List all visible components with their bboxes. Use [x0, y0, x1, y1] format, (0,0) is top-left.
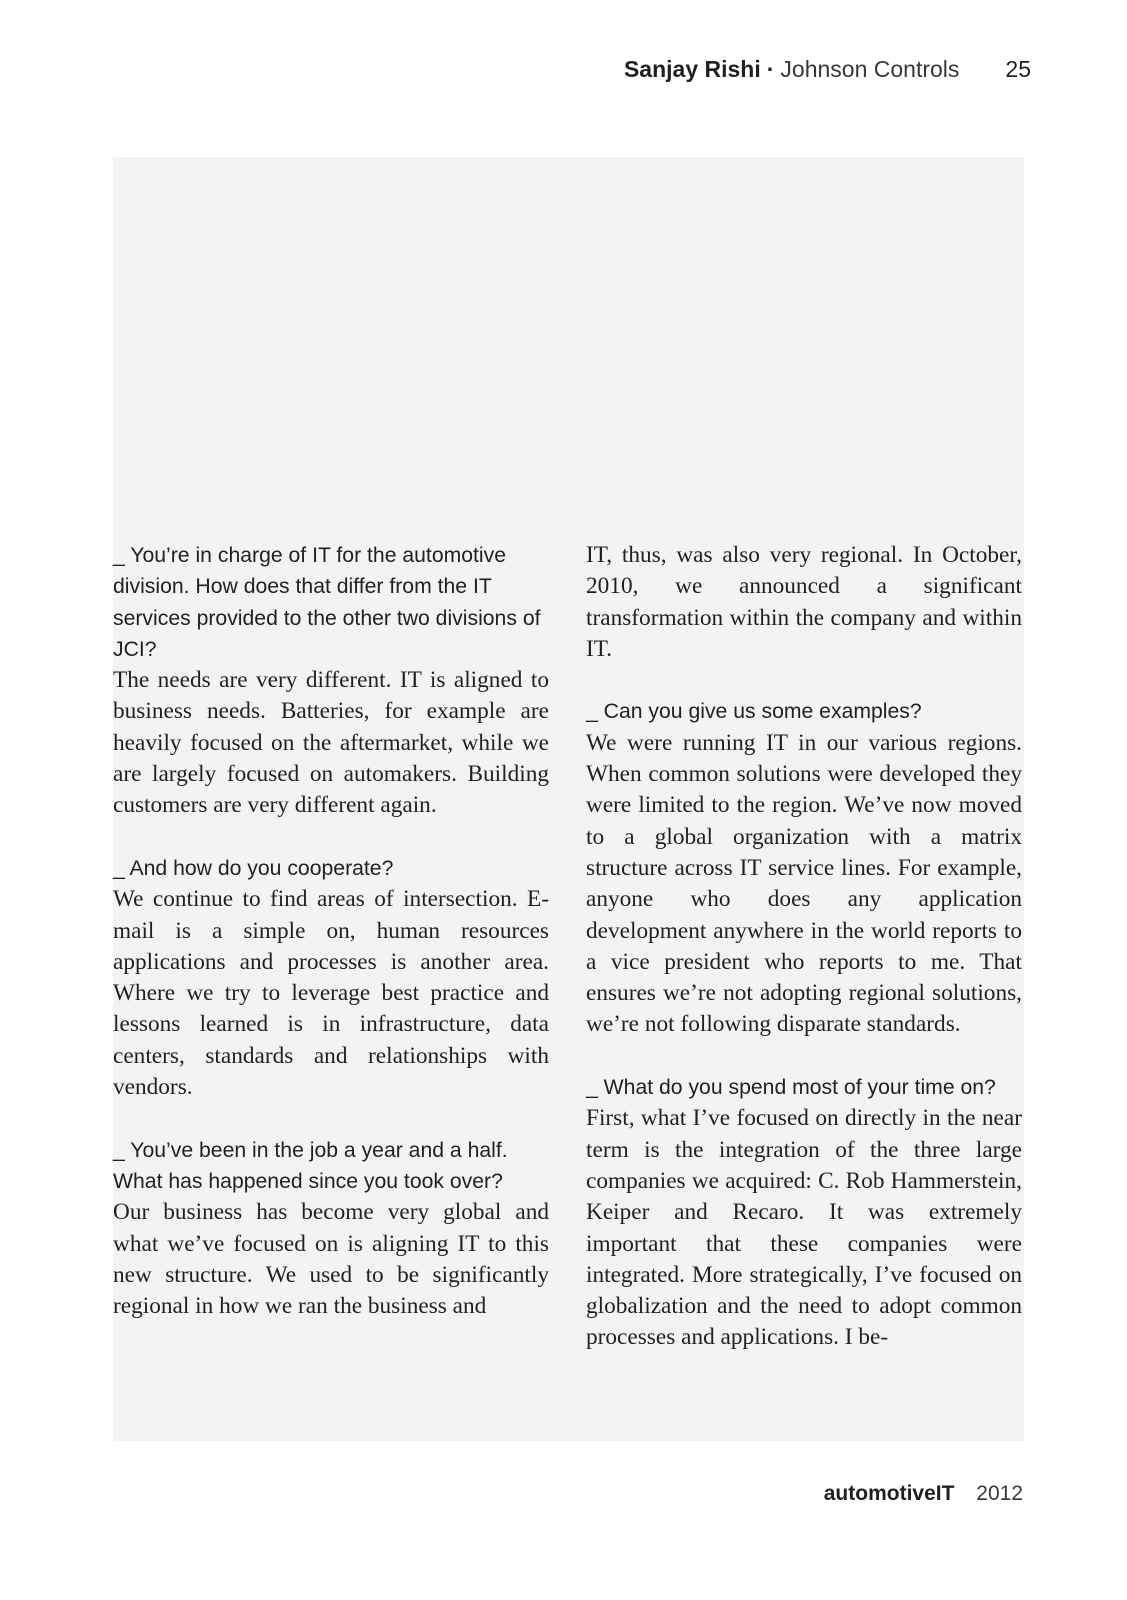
magazine-name: automotiveIT	[823, 1482, 955, 1505]
answer-continued: IT, thus, was also very regional. In October, 2010, we announced a significant transformation within the company and within IT.	[586, 542, 1022, 662]
header-separator: ·	[766, 56, 775, 82]
issue-year: 2012	[976, 1482, 1023, 1505]
page-number: 25	[1005, 56, 1031, 82]
right-column	[586, 540, 1022, 1354]
answer: We were running IT in our various regions. When common solutions were developed they were limited to the region. We’ve now moved to a global organization with a matrix structure across IT service lines. For example, anyone who does any application development anywhere in the world reports to a vice president who reports to me. That ensures we’re not adopting regional solutions, we’re not following disparate standards.	[586, 729, 1022, 1038]
interview-panel	[113, 157, 1024, 1441]
answer: The needs are very different. IT is aligned to business needs. Batteries, for example are heavily focused on the aftermarket, while we are largely focused on automakers. Building customers are very different again.	[113, 667, 549, 819]
running-header	[624, 56, 1031, 88]
question: _ And how do you cooperate?	[113, 856, 394, 880]
answer: First, what I’ve focused on directly in the near term is the integration of the three large companies we acquired: C. Rob Hammerstein, Keiper and Recaro. It was extremely important that these companies were integrated. More strategically, I’ve focused on globalization and the need to adopt common processes and applications. I be-	[586, 1105, 1022, 1351]
question: _ You’re in charge of IT for the automotive division. How does that differ from the IT services provided to the other two divisions of JCI?	[113, 544, 541, 661]
question: _ What do you spend most of your time on?	[586, 1076, 996, 1100]
interviewee-name: Sanjay Rishi	[623, 56, 761, 82]
left-column	[113, 540, 549, 1322]
answer: We continue to find areas of intersection. E-mail is a simple on, human resources applications and processes is another area. Where we try to leverage best practice and lessons learned is in infrastructure, data centers, standards and relationships with vendors.	[113, 886, 549, 1101]
question: _ Can you give us some examples?	[586, 700, 922, 724]
company-name: Johnson Controls	[780, 56, 960, 82]
answer: Our business has become very global and what we’ve focused on is aligning IT to this new structure. We used to be significantly regional in how we ran the business and	[113, 1199, 549, 1320]
running-footer	[824, 1482, 1023, 1506]
question: _ You’ve been in the job a year and a half. What has happened since you took over?	[113, 1138, 508, 1193]
